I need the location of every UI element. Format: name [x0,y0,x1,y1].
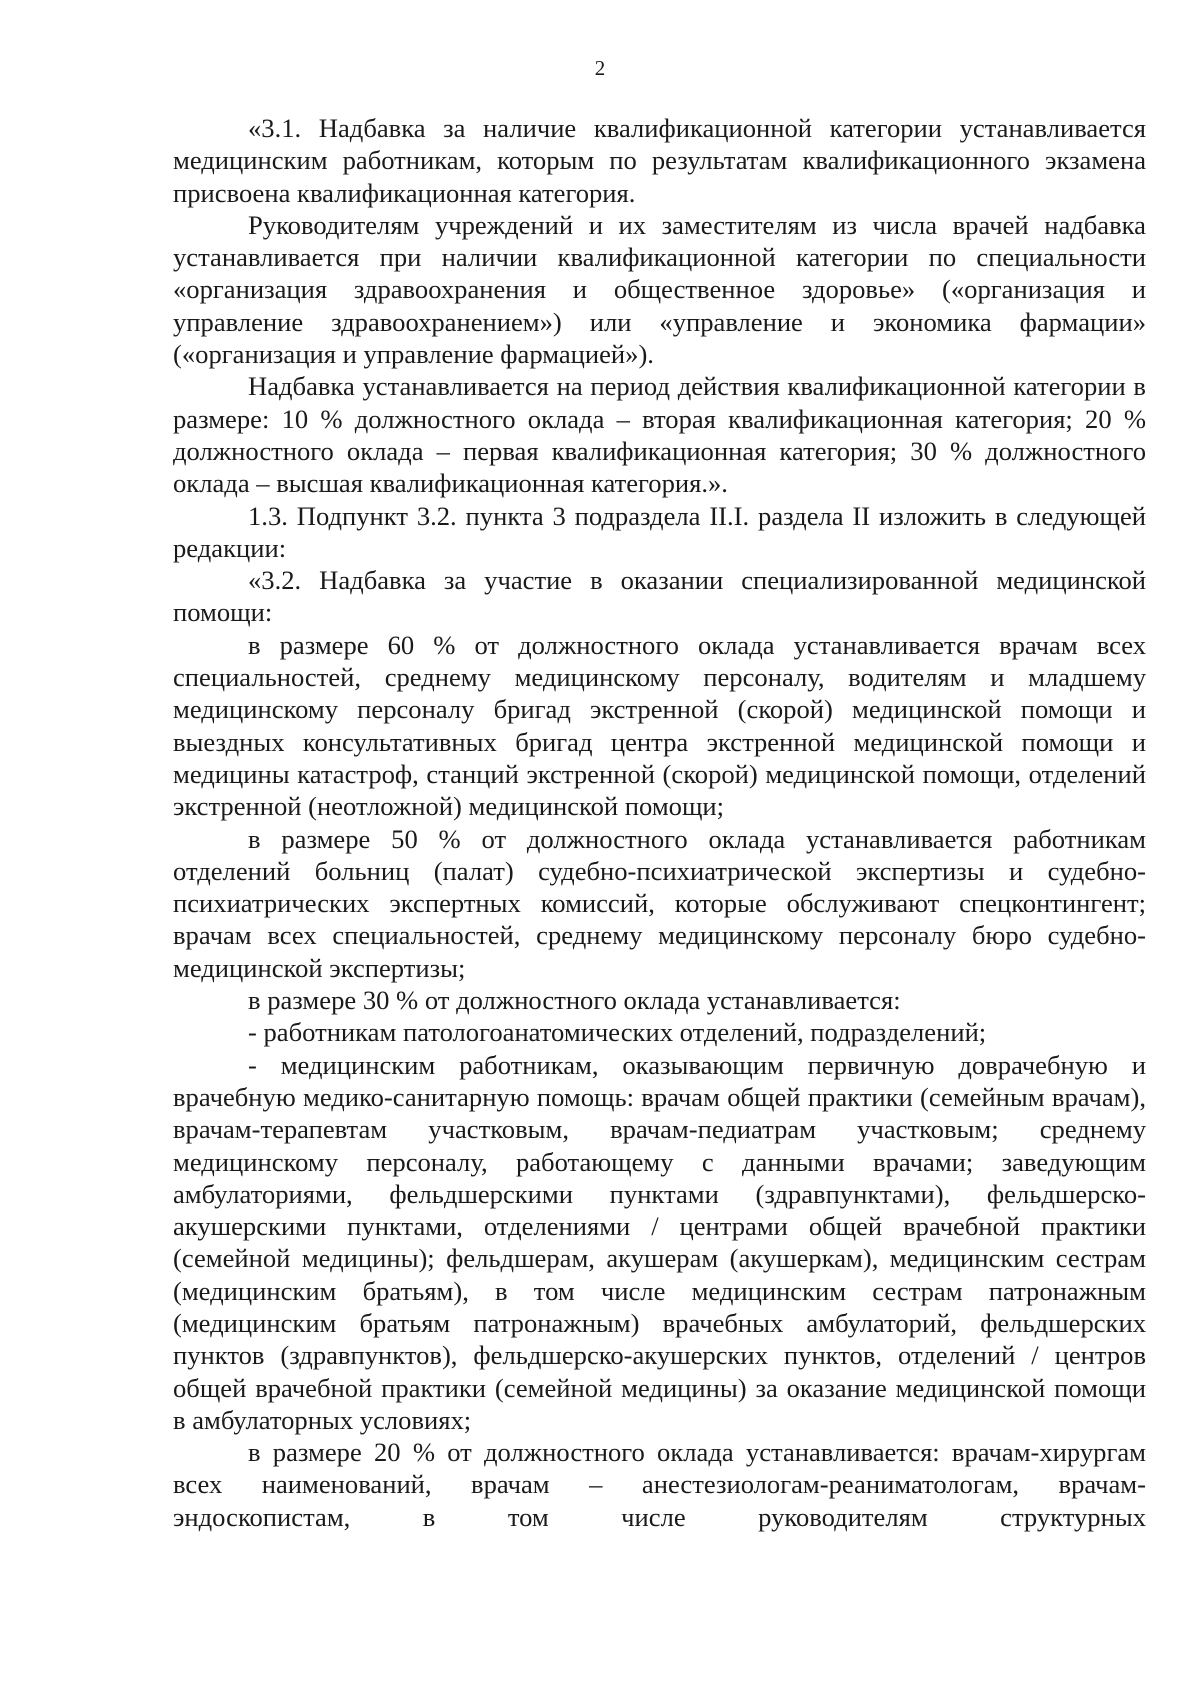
paragraph-heads-of-institutions: Руководителям учреждений и их заместителям из числа врачей надбавка устанавливается при наличии квалификационной категории по специальности «организация здравоохранения и общественное здоровье» («организация и управление здравоохранением») или «управление и экономика фармации» («организация и управление фармацией»). [173,209,1146,370]
paragraph-3-1-intro: «3.1. Надбавка за наличие квалификационной категории устанавливается медицинским работникам, которым по результатам квалификационного экзамена присвоена квалификационная категория. [173,113,1146,208]
paragraph-30-percent-primary-care: - медицинским работникам, оказывающим первичную доврачебную и врачебную медико-санитарную помощь: врачам общей практики (семейным врачам), врачам-терапевтам участковым, врачам-педиатрам участковым; среднему медицинскому персоналу, работающему с данными врачами; заведующим амбулаториями, фельдшерскими пунктами (здравпунктами), фельдшерско-акушерскими пунктами, отделениями / центрами общей врачебной практики (семейной медицины); фельдшерам, акушерам (акушеркам), медицинским сестрам (медицинским братьям), в том числе медицинским сестрам патронажным (медицинским братьям патронажным) врачебных амбулаторий, фельдшерских пунктов (здравпунктов), фельдшерско-акушерских пунктов, отделений / центров общей врачебной практики (семейной медицины) за оказание медицинской помощи в амбулаторных условиях; [173,1049,1146,1435]
paragraph-allowance-period: Надбавка устанавливается на период действия квалификационной категории в размере: 10 % должностного оклада – вторая квалификационная категория; 20 % должностного оклада – первая квалификационная категория; 30 % должностного оклада – высшая квалификационная категория.». [173,371,1146,499]
paragraph-50-percent: в размере 50 % от должностного оклада устанавливается работникам отделений больниц (палат) судебно-психиатрической экспертизы и судебно-психиатрических экспертных комиссий, которые обслуживают спецконтингент; врачам всех специальностей, среднему медицинскому персоналу бюро судебно-медицинской экспертизы; [173,823,1146,983]
paragraph-20-percent: в размере 20 % от должностного оклада устанавливается: врачам-хирургам всех наименований, врачам – анестезиологам-реаниматологам, врачам-эндоскопистам, в том числе руководителям структурных [173,1437,1146,1532]
paragraph-3-2-intro: «3.2. Надбавка за участие в оказании специализированной медицинской помощи: [173,565,1146,628]
paragraph-30-percent-intro: в размере 30 % от должностного оклада устанавливается: [248,985,901,1016]
paragraph-1-3-amendment: 1.3. Подпункт 3.2. пункта 3 подраздела II.I. раздела II изложить в следующей редакции: [173,500,1146,563]
page-number: 2 [594,56,606,80]
document-body [173,112,1146,1533]
paragraph-60-percent: в размере 60 % от должностного оклада устанавливается врачам всех специальностей, среднему медицинскому персоналу, водителям и младшему медицинскому персоналу бригад экстренной (скорой) медицинской помощи и выездных консультативных бригад центра экстренной медицинской помощи и медицины катастроф, станций экстренной (скорой) медицинской помощи, отделений экстренной (неотложной) медицинской помощи; [173,629,1146,822]
paragraph-30-percent-pathology: - работникам патологоанатомических отделений, подразделений; [248,1017,987,1048]
